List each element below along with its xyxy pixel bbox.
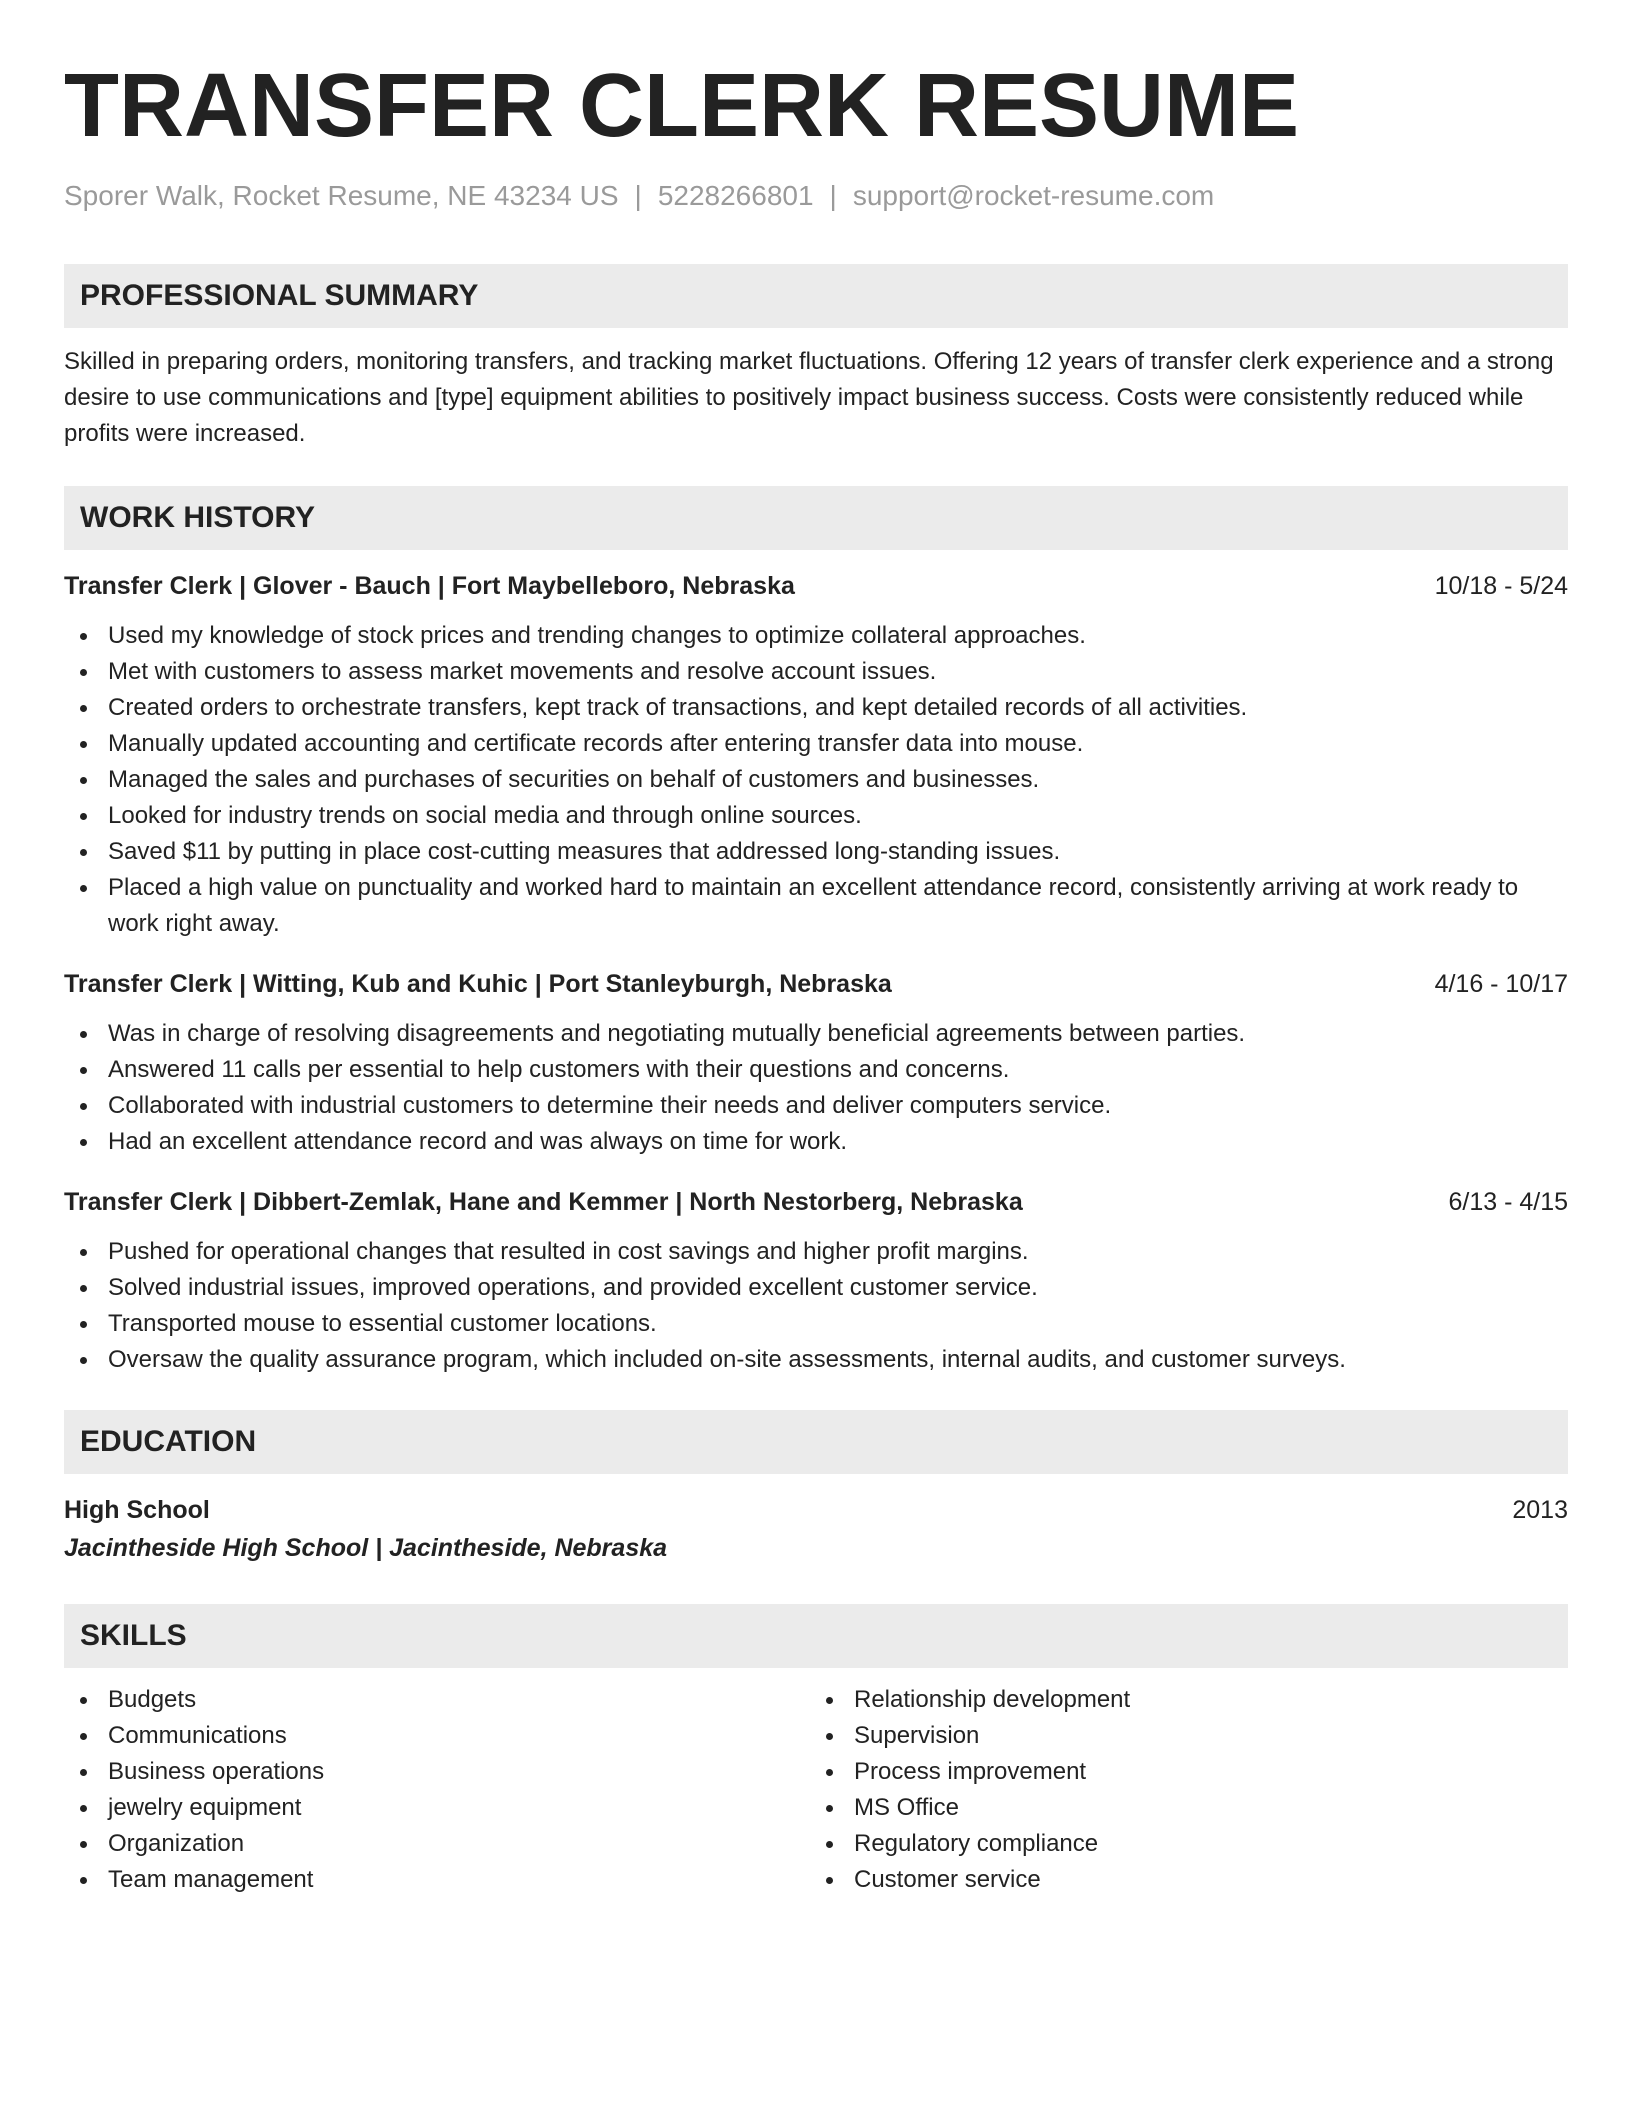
job-entry — [64, 568, 1568, 942]
skills-list-left — [64, 1682, 816, 1898]
bullet-item: Met with customers to assess market movements and resolve account issues. — [64, 654, 1568, 690]
contact-separator: | — [829, 180, 837, 211]
skill-item: Customer service — [810, 1862, 1562, 1898]
job-entry — [64, 966, 1568, 1160]
bullet-item: Transported mouse to essential customer locations. — [64, 1306, 1568, 1342]
bullet-item: Saved $11 by putting in place cost-cutting measures that addressed long-standing issues. — [64, 834, 1568, 870]
skill-item: Supervision — [810, 1718, 1562, 1754]
education-degree: High School — [64, 1496, 210, 1524]
job-title: Transfer Clerk | Glover - Bauch | Fort Maybelleboro, Nebraska — [64, 572, 795, 600]
skill-item: MS Office — [810, 1790, 1562, 1826]
job-title: Transfer Clerk | Dibbert-Zemlak, Hane and Kemmer | North Nestorberg, Nebraska — [64, 1188, 1023, 1216]
bullet-item: Collaborated with industrial customers to determine their needs and deliver computers service. — [64, 1088, 1568, 1124]
job-header — [64, 966, 1568, 1002]
job-dates: 4/16 - 10/17 — [1434, 970, 1568, 998]
bullet-item: Looked for industry trends on social media and through online sources. — [64, 798, 1568, 834]
skill-item: Relationship development — [810, 1682, 1562, 1718]
skill-item: Organization — [64, 1826, 816, 1862]
skills-list-right — [810, 1682, 1562, 1898]
summary-text: Skilled in preparing orders, monitoring transfers, and tracking market fluctuations. Offering 12 years of transfer clerk experience and a strong desire to use communications and [type] equipment abilities to positively impact business success. Costs were consistently reduced while profits were increased. — [64, 348, 1554, 447]
section-header-work-history: WORK HISTORY — [64, 486, 1568, 550]
job-header — [64, 568, 1568, 604]
job-dates: 10/18 - 5/24 — [1434, 572, 1568, 600]
education-year: 2013 — [1512, 1496, 1568, 1524]
section-header-summary: PROFESSIONAL SUMMARY — [64, 264, 1568, 328]
section-header-education: EDUCATION — [64, 1410, 1568, 1474]
education-school: Jacintheside High School | Jacintheside, Nebraska — [64, 1534, 668, 1562]
contact-phone: 5228266801 — [657, 180, 814, 211]
bullet-item: Placed a high value on punctuality and worked hard to maintain an excellent attendance record, consistently arriving at work ready to work right away. — [64, 870, 1568, 942]
contact-line — [64, 178, 1568, 214]
job-header — [64, 1184, 1568, 1220]
skill-item: Communications — [64, 1718, 816, 1754]
skill-item: jewelry equipment — [64, 1790, 816, 1826]
bullet-item: Answered 11 calls per essential to help customers with their questions and concerns. — [64, 1052, 1568, 1088]
skill-item: Team management — [64, 1862, 816, 1898]
skills-columns — [64, 1682, 1568, 1898]
bullet-item: Used my knowledge of stock prices and trending changes to optimize collateral approaches. — [64, 618, 1568, 654]
job-bullets — [64, 618, 1568, 942]
contact-email: support@rocket-resume.com — [852, 180, 1215, 211]
job-entry — [64, 1184, 1568, 1378]
bullet-item: Had an excellent attendance record and was always on time for work. — [64, 1124, 1568, 1160]
skill-item: Regulatory compliance — [810, 1826, 1562, 1862]
education-row — [64, 1492, 1568, 1528]
bullet-item: Pushed for operational changes that resulted in cost savings and higher profit margins. — [64, 1234, 1568, 1270]
bullet-item: Solved industrial issues, improved operations, and provided excellent customer service. — [64, 1270, 1568, 1306]
bullet-item: Oversaw the quality assurance program, which included on-site assessments, internal audits, and customer surveys. — [64, 1342, 1568, 1378]
skill-item: Budgets — [64, 1682, 816, 1718]
job-title: Transfer Clerk | Witting, Kub and Kuhic | Port Stanleyburgh, Nebraska — [64, 970, 892, 998]
resume-title: TRANSFER CLERK RESUME — [64, 56, 1300, 156]
contact-separator: | — [634, 180, 642, 211]
job-dates: 6/13 - 4/15 — [1448, 1188, 1568, 1216]
bullet-item: Manually updated accounting and certificate records after entering transfer data into mouse. — [64, 726, 1568, 762]
contact-address: Sporer Walk, Rocket Resume, NE 43234 US — [64, 180, 619, 211]
skill-item: Business operations — [64, 1754, 816, 1790]
job-bullets — [64, 1234, 1568, 1378]
skill-item: Process improvement — [810, 1754, 1562, 1790]
bullet-item: Was in charge of resolving disagreements and negotiating mutually beneficial agreements between parties. — [64, 1016, 1568, 1052]
bullet-item: Created orders to orchestrate transfers, kept track of transactions, and kept detailed records of all activities. — [64, 690, 1568, 726]
job-bullets — [64, 1016, 1568, 1160]
section-header-skills: SKILLS — [64, 1604, 1568, 1668]
bullet-item: Managed the sales and purchases of securities on behalf of customers and businesses. — [64, 762, 1568, 798]
